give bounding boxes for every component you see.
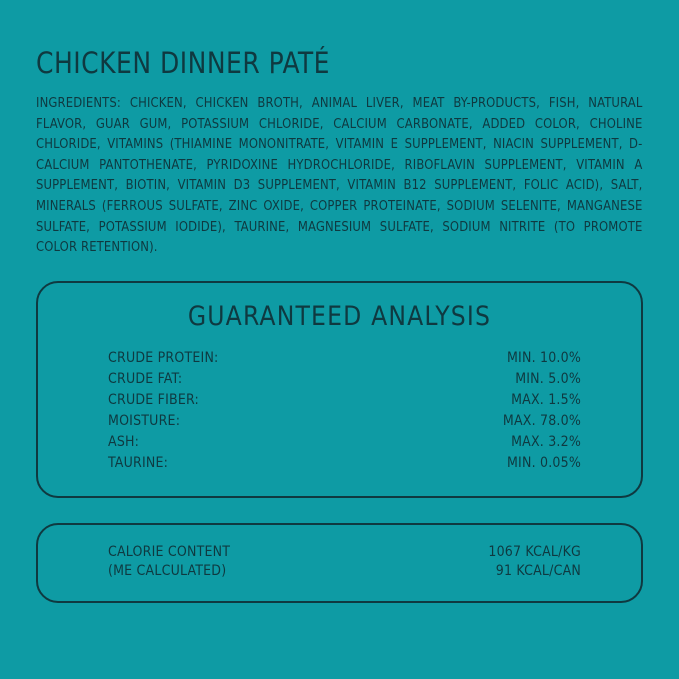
ingredients-text: INGREDIENTS: CHICKEN, CHICKEN BROTH, ANIMAL LIVER, MEAT BY-PRODUCTS, FISH, NATURAL FLAVOR, GUAR GUM, POTASSIUM CHLORIDE, CALCIUM CARBONATE, ADDED COLOR, CHOLINE CHLORIDE, VITAMINS (THIAMINE MONONITRATE, VITAMIN E SUPPLEMENT, NIACIN SUPPLEMENT, D-CALCIUM PANTOTHENATE, PYRIDOXINE HYDROCHLORIDE, RIBOFLAVIN SUPPLEMENT, VITAMIN A SUPPLEMENT, BIOTIN, VITAMIN D3 SUPPLEMENT, VITAMIN B12 SUPPLEMENT, FOLIC ACID), SALT, MINERALS (FERROUS SULFATE, ZINC OXIDE, COPPER PROTEINATE, SODIUM SELENITE, MANGANESE SULFATE, POTASSIUM IODIDE), TAURINE, MAGNESIUM SULFATE, SODIUM NITRITE (TO PROMOTE COLOR RETENTION).	[36, 95, 643, 256]
nutrient-label: TAURINE:	[108, 455, 169, 472]
guaranteed-analysis-table	[72, 348, 607, 474]
nutrient-label: CRUDE FIBER:	[108, 392, 199, 409]
table-row	[72, 543, 607, 562]
nutrient-value: MAX. 1.5%	[511, 392, 581, 409]
nutrient-value: MIN. 10.0%	[506, 350, 581, 367]
nutrient-value: MAX. 3.2%	[511, 434, 581, 451]
calorie-label: (ME CALCULATED)	[108, 563, 227, 580]
nutrient-label: CRUDE PROTEIN:	[108, 350, 219, 367]
nutrient-label: CRUDE FAT:	[108, 371, 183, 388]
calorie-value: 91 KCAL/CAN	[495, 563, 581, 580]
table-row	[72, 432, 607, 453]
page-title: CHICKEN DINNER PATÉ	[36, 46, 330, 80]
table-row	[72, 390, 607, 411]
guaranteed-analysis-panel	[36, 281, 643, 498]
calorie-label: CALORIE CONTENT	[108, 544, 231, 561]
calorie-value: 1067 KCAL/KG	[488, 544, 581, 561]
table-row	[72, 453, 607, 474]
table-row	[72, 348, 607, 369]
table-row	[72, 411, 607, 432]
guaranteed-analysis-heading: GUARANTEED ANALYSIS	[187, 300, 492, 332]
table-row	[72, 369, 607, 390]
nutrient-value: MIN. 0.05%	[506, 455, 581, 472]
table-row	[72, 562, 607, 581]
nutrient-label: ASH:	[108, 434, 140, 451]
calorie-content-table	[72, 543, 607, 581]
calorie-content-panel	[36, 523, 643, 603]
nutrient-value: MAX. 78.0%	[502, 413, 581, 430]
nutrient-value: MIN. 5.0%	[515, 371, 581, 388]
nutrient-label: MOISTURE:	[108, 413, 181, 430]
